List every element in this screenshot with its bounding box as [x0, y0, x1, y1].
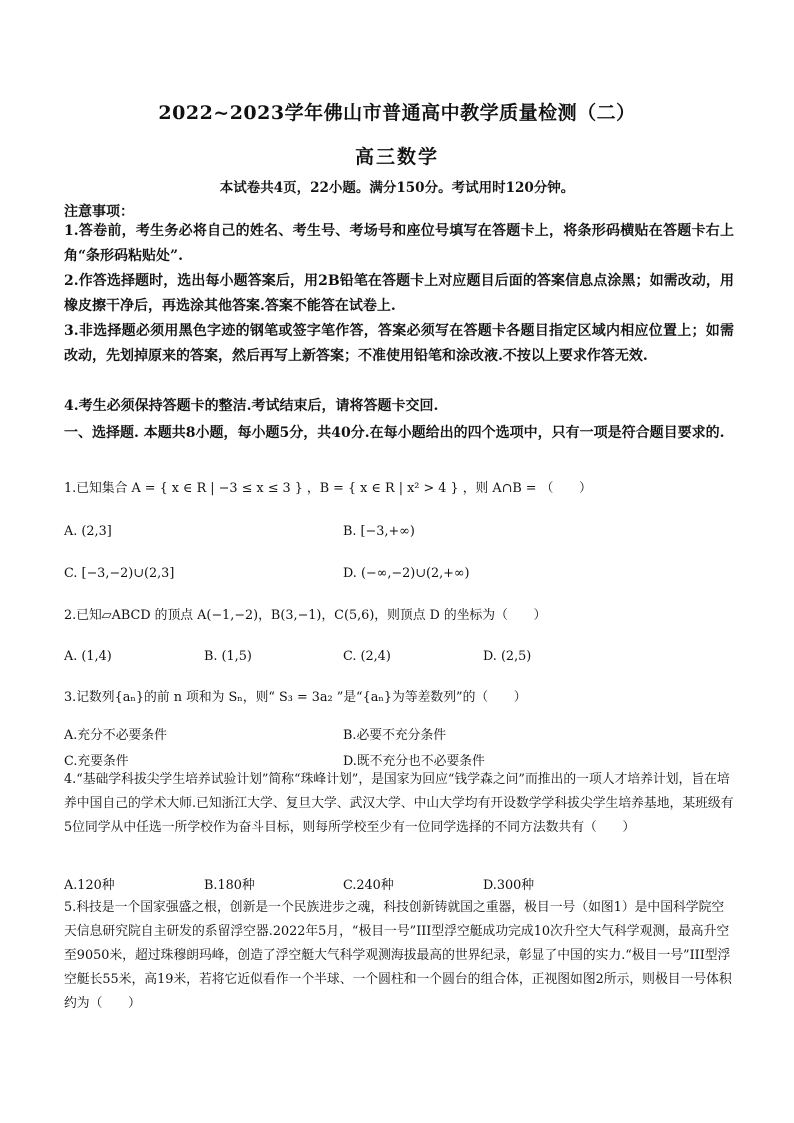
option-c: C.240种: [343, 878, 394, 893]
option-c: C.充要条件: [64, 754, 129, 769]
question-stem: 4.“基础学科拔尖学生培养试验计划”简称“珠峰计划”，是国家为回应“钱学森之问”而推出的一项人才培养计划，旨在培养中国自己的学术大师.已知浙江大学、复旦大学、武汉大学、中山大学均有开设数学学科拔尖学生培养基地，某班级有5位同学从中任选一所学校作为奋斗目标，则每所学校至少有一位同学选择的不同方法数共有（ ）: [64, 772, 734, 835]
exam-info: 本试卷共4页，22小题。满分150分。考试用时120分钟。: [219, 180, 575, 196]
question-stem: 5.科技是一个国家强盛之根，创新是一个民族进步之魂，科技创新铸就国之重器，极目一号（如图1）是中国科学院空天信息研究院自主研发的系留浮空器.2022年5月，“极目一号”III型浮空艇成功完成10次升空大气科学观测，最高升空至9050米，超过珠穆朗玛峰，创造了浮空艇大气科学观测海拔最高的世界纪录，彰显了中国的实力.“极目一号”III型浮空艇长55米，高19米，若将它近似看作一个半球、一个圆柱和一个圆台的组合体，正视图如图2所示，则极目一号体积约为（ ）: [64, 900, 732, 1011]
option-d: D. (2,5): [483, 649, 532, 664]
option-b: B.必要不充分条件: [343, 728, 447, 743]
note-item: 3.非选择题必须用黑色字迹的钢笔或签字笔作答，答案必须写在答题卡各题目指定区域内相应位置上；如需改动，先划掉原来的答案，然后再写上新答案；不准使用铅笔和涂改液.不按以上要求作答无效.: [64, 323, 734, 364]
option-c: C. [−3,−2)∪(2,3]: [64, 566, 175, 581]
option-d: D.300种: [483, 878, 535, 893]
option-c: C. (2,4): [343, 649, 391, 664]
option-a: A. (2,3]: [64, 524, 112, 539]
option-a: A. (1,4): [64, 649, 112, 664]
note-item: 2.作答选择题时，选出每小题答案后，用2B铅笔在答题卡上对应题目后面的答案信息点涂黑；如需改动，用橡皮擦干净后，再选涂其他答案.答案不能答在试卷上.: [64, 273, 734, 314]
notes-heading: 注意事项：: [64, 204, 134, 220]
option-a: A.充分不必要条件: [64, 728, 167, 743]
option-d: D. (−∞,−2)∪(2,+∞): [343, 566, 470, 581]
question-stem: 1.已知集合 A = { x ∈ R | −3 ≤ x ≤ 3 } ，B = { x ∈ R | x² > 4 } ，则 A∩B = （ ）: [64, 481, 592, 496]
exam-title: 2022~2023学年佛山市普通高中教学质量检测（二）: [158, 102, 636, 124]
option-d: D.既不充分也不必要条件: [343, 754, 485, 769]
option-a: A.120种: [64, 878, 115, 893]
note-item: 4.考生必须保持答题卡的整洁.考试结束后，请将答题卡交回.: [64, 398, 439, 414]
question-stem: 3.记数列{aₙ}的前 n 项和为 Sₙ，则“ S₃ = 3a₂ ”是“{aₙ}为等差数列”的（ ）: [64, 690, 527, 705]
section-heading: 一、选择题. 本题共8小题，每小题5分，共40分.在每小题给出的四个选项中，只有一项是符合题目要求的.: [64, 425, 725, 441]
exam-subject: 高三数学: [354, 146, 439, 168]
option-b: B. (1,5): [204, 649, 252, 664]
option-b: B.180种: [204, 878, 255, 893]
option-b: B. [−3,+∞): [343, 524, 415, 539]
question-stem: 2.已知▱ABCD 的顶点 A(−1,−2)，B(3,−1)，C(5,6)，则顶点 D 的坐标为（ ）: [64, 608, 547, 623]
note-item: 1.答卷前，考生务必将自己的姓名、考生号、考场号和座位号填写在答题卡上，将条形码横贴在答题卡右上角“条形码粘贴处”.: [64, 223, 734, 264]
